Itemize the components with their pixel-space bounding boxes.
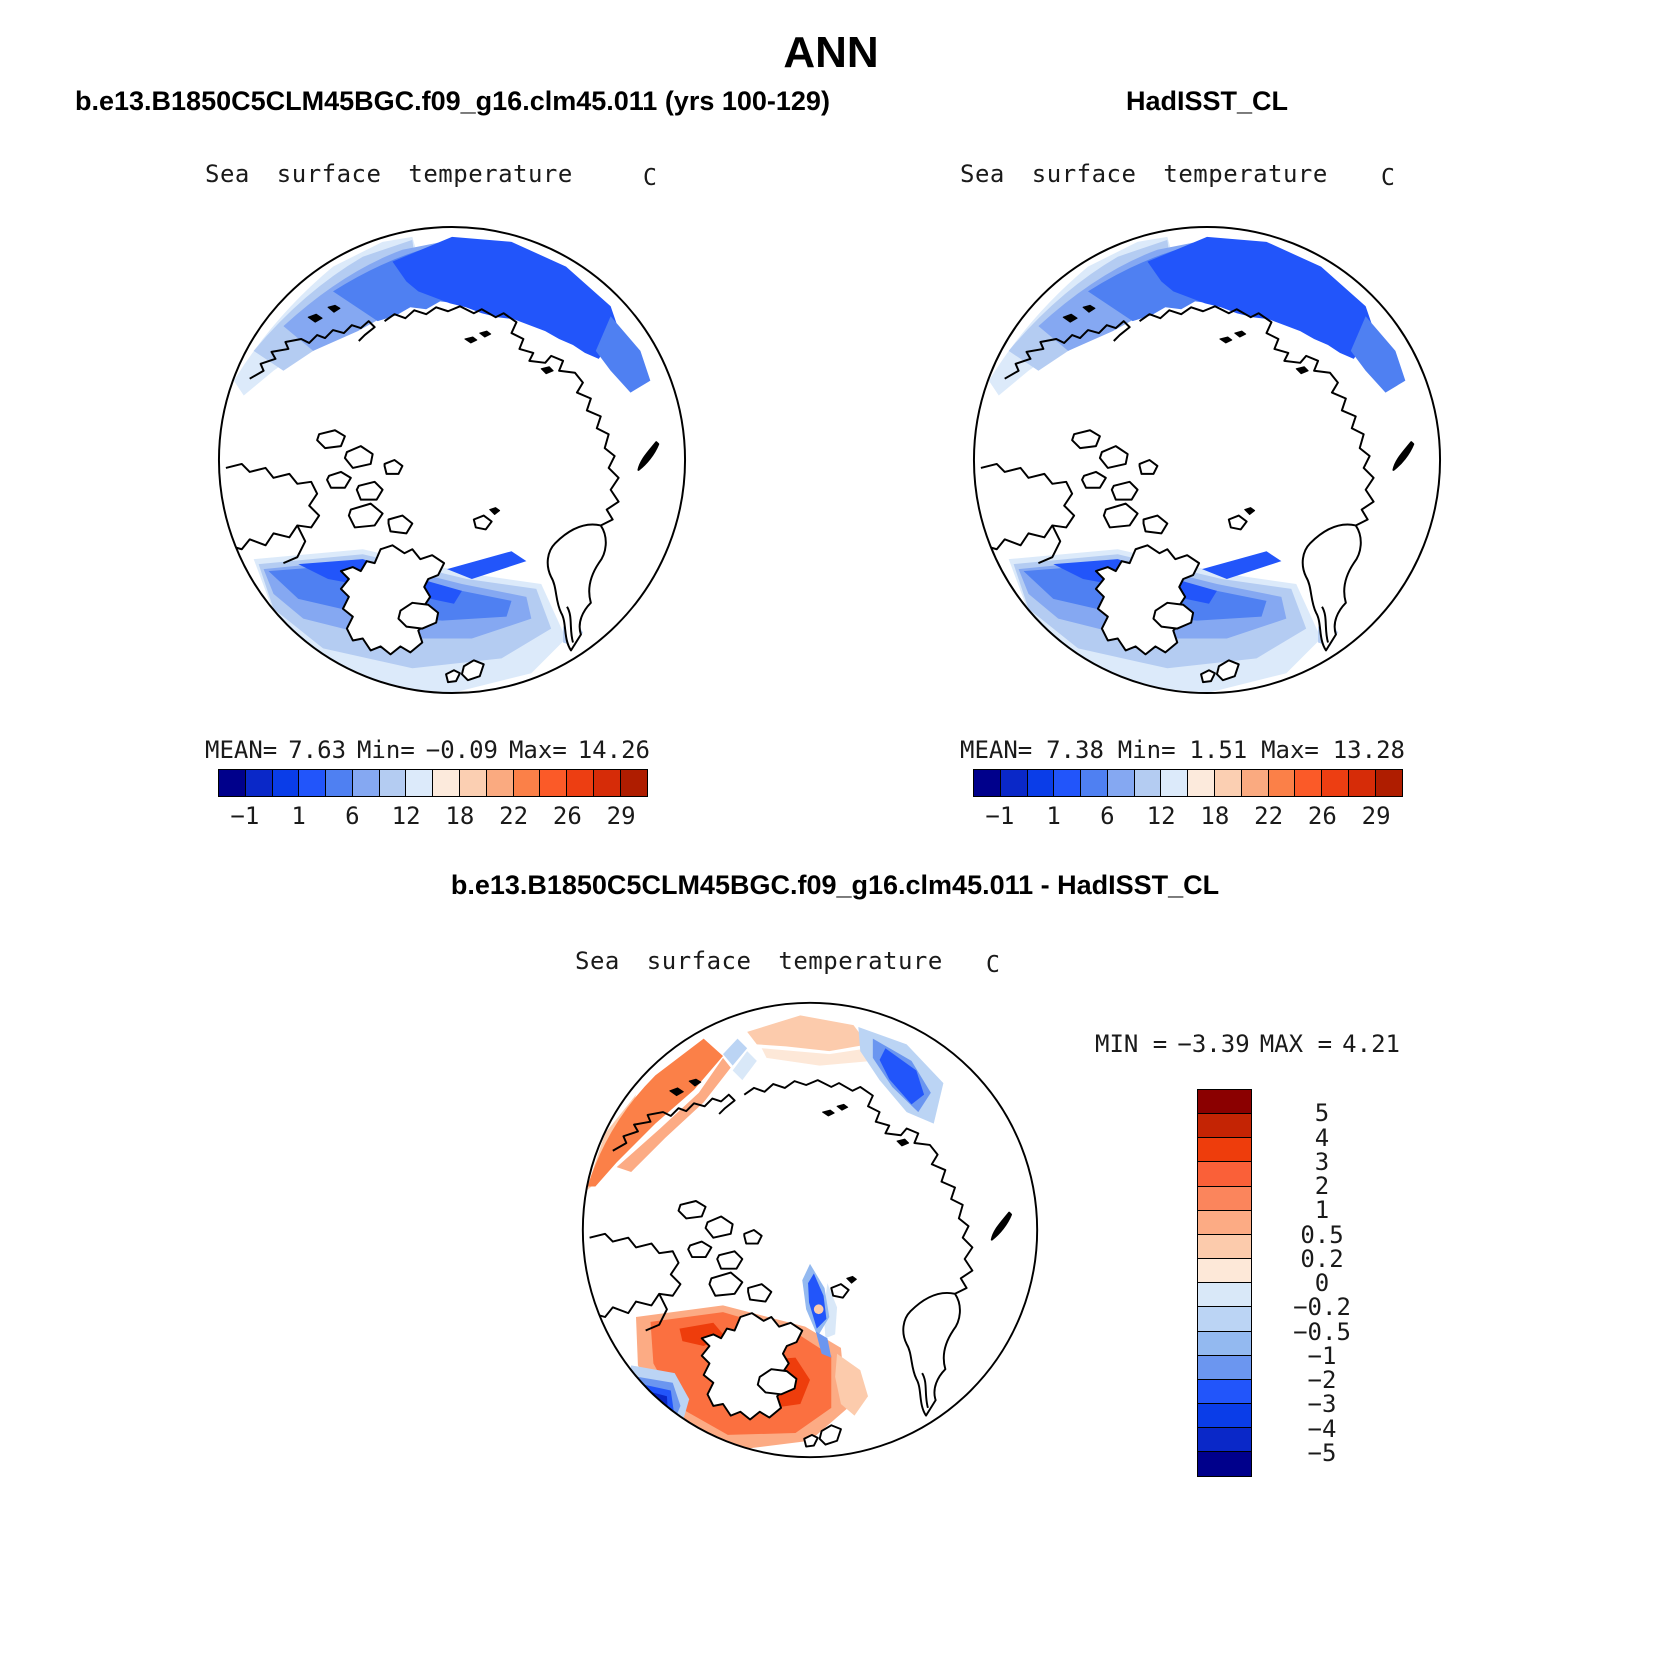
colorbar-cell <box>1197 1210 1252 1236</box>
colorbar-tick-label: 0.2 <box>1300 1244 1344 1273</box>
colorbar-cell <box>1197 1161 1252 1187</box>
colorbar-cell <box>325 769 353 797</box>
colorbar-cell <box>1160 769 1188 797</box>
colorbar-cell <box>379 769 407 797</box>
colorbar-cell <box>1000 769 1028 797</box>
model-colorbar <box>218 769 648 797</box>
diff-map-plot <box>578 998 1042 1462</box>
diff-min-value: −3.39 <box>1177 1030 1250 1058</box>
diff-colorbar <box>1197 1089 1252 1477</box>
colorbar-cell <box>1197 1137 1252 1163</box>
colorbar-tick-label: 4 <box>1314 1123 1330 1152</box>
colorbar-tick-label: 6 <box>345 802 360 830</box>
obs-colorbar <box>973 769 1403 797</box>
colorbar-cell <box>1294 769 1322 797</box>
colorbar-tick-label: 12 <box>391 802 421 830</box>
colorbar-cell <box>1187 769 1215 797</box>
colorbar-tick-label: −0.5 <box>1293 1317 1351 1346</box>
colorbar-tick-label: 0.5 <box>1300 1220 1344 1249</box>
diff-map-svg <box>578 998 1042 1462</box>
colorbar-tick-label: −1 <box>230 802 260 830</box>
colorbar-tick-label: 12 <box>1146 802 1176 830</box>
obs-units-label: C <box>1381 165 1395 191</box>
colorbar-cell <box>1197 1186 1252 1212</box>
colorbar-cell <box>1197 1234 1252 1260</box>
colorbar-cell <box>1134 769 1162 797</box>
colorbar-cell <box>539 769 567 797</box>
colorbar-cell <box>218 769 246 797</box>
colorbar-cell <box>513 769 541 797</box>
model-min-value: −0.09 <box>425 736 498 764</box>
model-units-label: C <box>643 165 657 191</box>
colorbar-cell <box>1321 769 1349 797</box>
model-variable-label: Sea surface temperature <box>205 160 573 188</box>
colorbar-cell <box>1348 769 1376 797</box>
model-stats-row <box>205 736 650 764</box>
colorbar-cell <box>1027 769 1055 797</box>
colorbar-cell <box>1197 1258 1252 1284</box>
obs-map-plot <box>969 222 1445 698</box>
colorbar-cell <box>1197 1331 1252 1357</box>
colorbar-cell <box>1197 1282 1252 1308</box>
model-panel-header: b.e13.B1850C5CLM45BGC.f09_g16.clm45.011 (yrs 100-129) <box>75 86 830 116</box>
colorbar-tick-label: −4 <box>1307 1414 1337 1443</box>
colorbar-cell <box>593 769 621 797</box>
colorbar-cell <box>1053 769 1081 797</box>
obs-max-value: 13.28 <box>1332 736 1405 764</box>
colorbar-tick-label: 0 <box>1314 1269 1330 1297</box>
obs-colorbar-ticks <box>973 802 1403 832</box>
colorbar-cell <box>459 769 487 797</box>
colorbar-cell <box>272 769 300 797</box>
colorbar-tick-label: 6 <box>1100 802 1115 830</box>
season-title: ANN <box>783 28 879 77</box>
colorbar-tick-label: 26 <box>552 802 582 830</box>
colorbar-cell <box>1214 769 1242 797</box>
colorbar-tick-label: 18 <box>445 802 475 830</box>
colorbar-tick-label: −1 <box>985 802 1015 830</box>
obs-mean-value: 7.38 <box>1046 736 1104 764</box>
colorbar-tick-label: −5 <box>1307 1438 1337 1467</box>
colorbar-cell <box>1107 769 1135 797</box>
diff-units-label: C <box>986 952 1000 978</box>
model-map-svg <box>214 222 690 698</box>
model-map-plot <box>214 222 690 698</box>
colorbar-cell <box>1197 1113 1252 1139</box>
colorbar-cell <box>620 769 648 797</box>
colorbar-cell <box>352 769 380 797</box>
obs-min-label: Min= <box>1117 736 1176 764</box>
diff-colorbar-ticks <box>1262 1089 1382 1477</box>
colorbar-cell <box>1197 1089 1252 1115</box>
obs-stats-row <box>960 736 1405 764</box>
colorbar-tick-label: 3 <box>1314 1147 1330 1176</box>
colorbar-tick-label: 1 <box>1314 1196 1330 1225</box>
diff-panel-header: b.e13.B1850C5CLM45BGC.f09_g16.clm45.011 - HadISST_CL <box>450 870 1220 900</box>
colorbar-tick-label: 1 <box>1046 802 1061 830</box>
colorbar-cell <box>298 769 326 797</box>
colorbar-tick-label: 18 <box>1200 802 1230 830</box>
colorbar-tick-label: 29 <box>1361 802 1391 830</box>
model-mean-label: MEAN= <box>205 736 278 764</box>
model-colorbar-ticks <box>218 802 648 832</box>
colorbar-cell <box>1080 769 1108 797</box>
colorbar-cell <box>1268 769 1296 797</box>
obs-variable-label: Sea surface temperature <box>960 160 1328 188</box>
model-max-value: 14.26 <box>577 736 650 764</box>
colorbar-cell <box>1197 1379 1252 1405</box>
colorbar-tick-label: −1 <box>1307 1341 1337 1370</box>
diff-variable-label: Sea surface temperature <box>575 947 943 975</box>
colorbar-cell <box>1197 1451 1252 1477</box>
colorbar-tick-label: −2 <box>1307 1366 1337 1394</box>
colorbar-cell <box>566 769 594 797</box>
diff-max-value: 4.21 <box>1342 1030 1400 1058</box>
colorbar-tick-label: −0.2 <box>1293 1293 1351 1322</box>
colorbar-tick-label: 1 <box>291 802 306 830</box>
colorbar-cell <box>1197 1403 1252 1429</box>
colorbar-cell <box>1197 1306 1252 1332</box>
obs-mean-label: MEAN= <box>960 736 1033 764</box>
colorbar-cell <box>432 769 460 797</box>
colorbar-cell <box>245 769 273 797</box>
colorbar-tick-label: 2 <box>1314 1172 1330 1200</box>
model-max-label: Max= <box>508 736 567 764</box>
model-mean-value: 7.63 <box>288 736 347 764</box>
colorbar-tick-label: 22 <box>1254 802 1284 830</box>
model-min-label: Min= <box>356 736 415 764</box>
colorbar-cell <box>1197 1355 1252 1381</box>
colorbar-cell <box>1375 769 1403 797</box>
colorbar-tick-label: 5 <box>1314 1099 1330 1128</box>
colorbar-tick-label: 22 <box>499 802 529 830</box>
obs-max-label: Max= <box>1261 736 1319 764</box>
obs-panel-header: HadISST_CL <box>1125 86 1289 116</box>
diff-stats-row <box>1095 1030 1400 1058</box>
colorbar-cell <box>973 769 1001 797</box>
obs-map-svg <box>969 222 1445 698</box>
diff-max-label: MAX = <box>1259 1030 1333 1058</box>
colorbar-cell <box>486 769 514 797</box>
colorbar-cell <box>1197 1427 1252 1453</box>
colorbar-tick-label: 26 <box>1307 802 1337 830</box>
colorbar-tick-label: 29 <box>606 802 636 830</box>
colorbar-tick-label: −3 <box>1307 1390 1337 1419</box>
obs-min-value: 1.51 <box>1189 736 1248 764</box>
diff-min-label: MIN = <box>1095 1030 1168 1058</box>
colorbar-cell <box>1241 769 1269 797</box>
colorbar-cell <box>405 769 433 797</box>
